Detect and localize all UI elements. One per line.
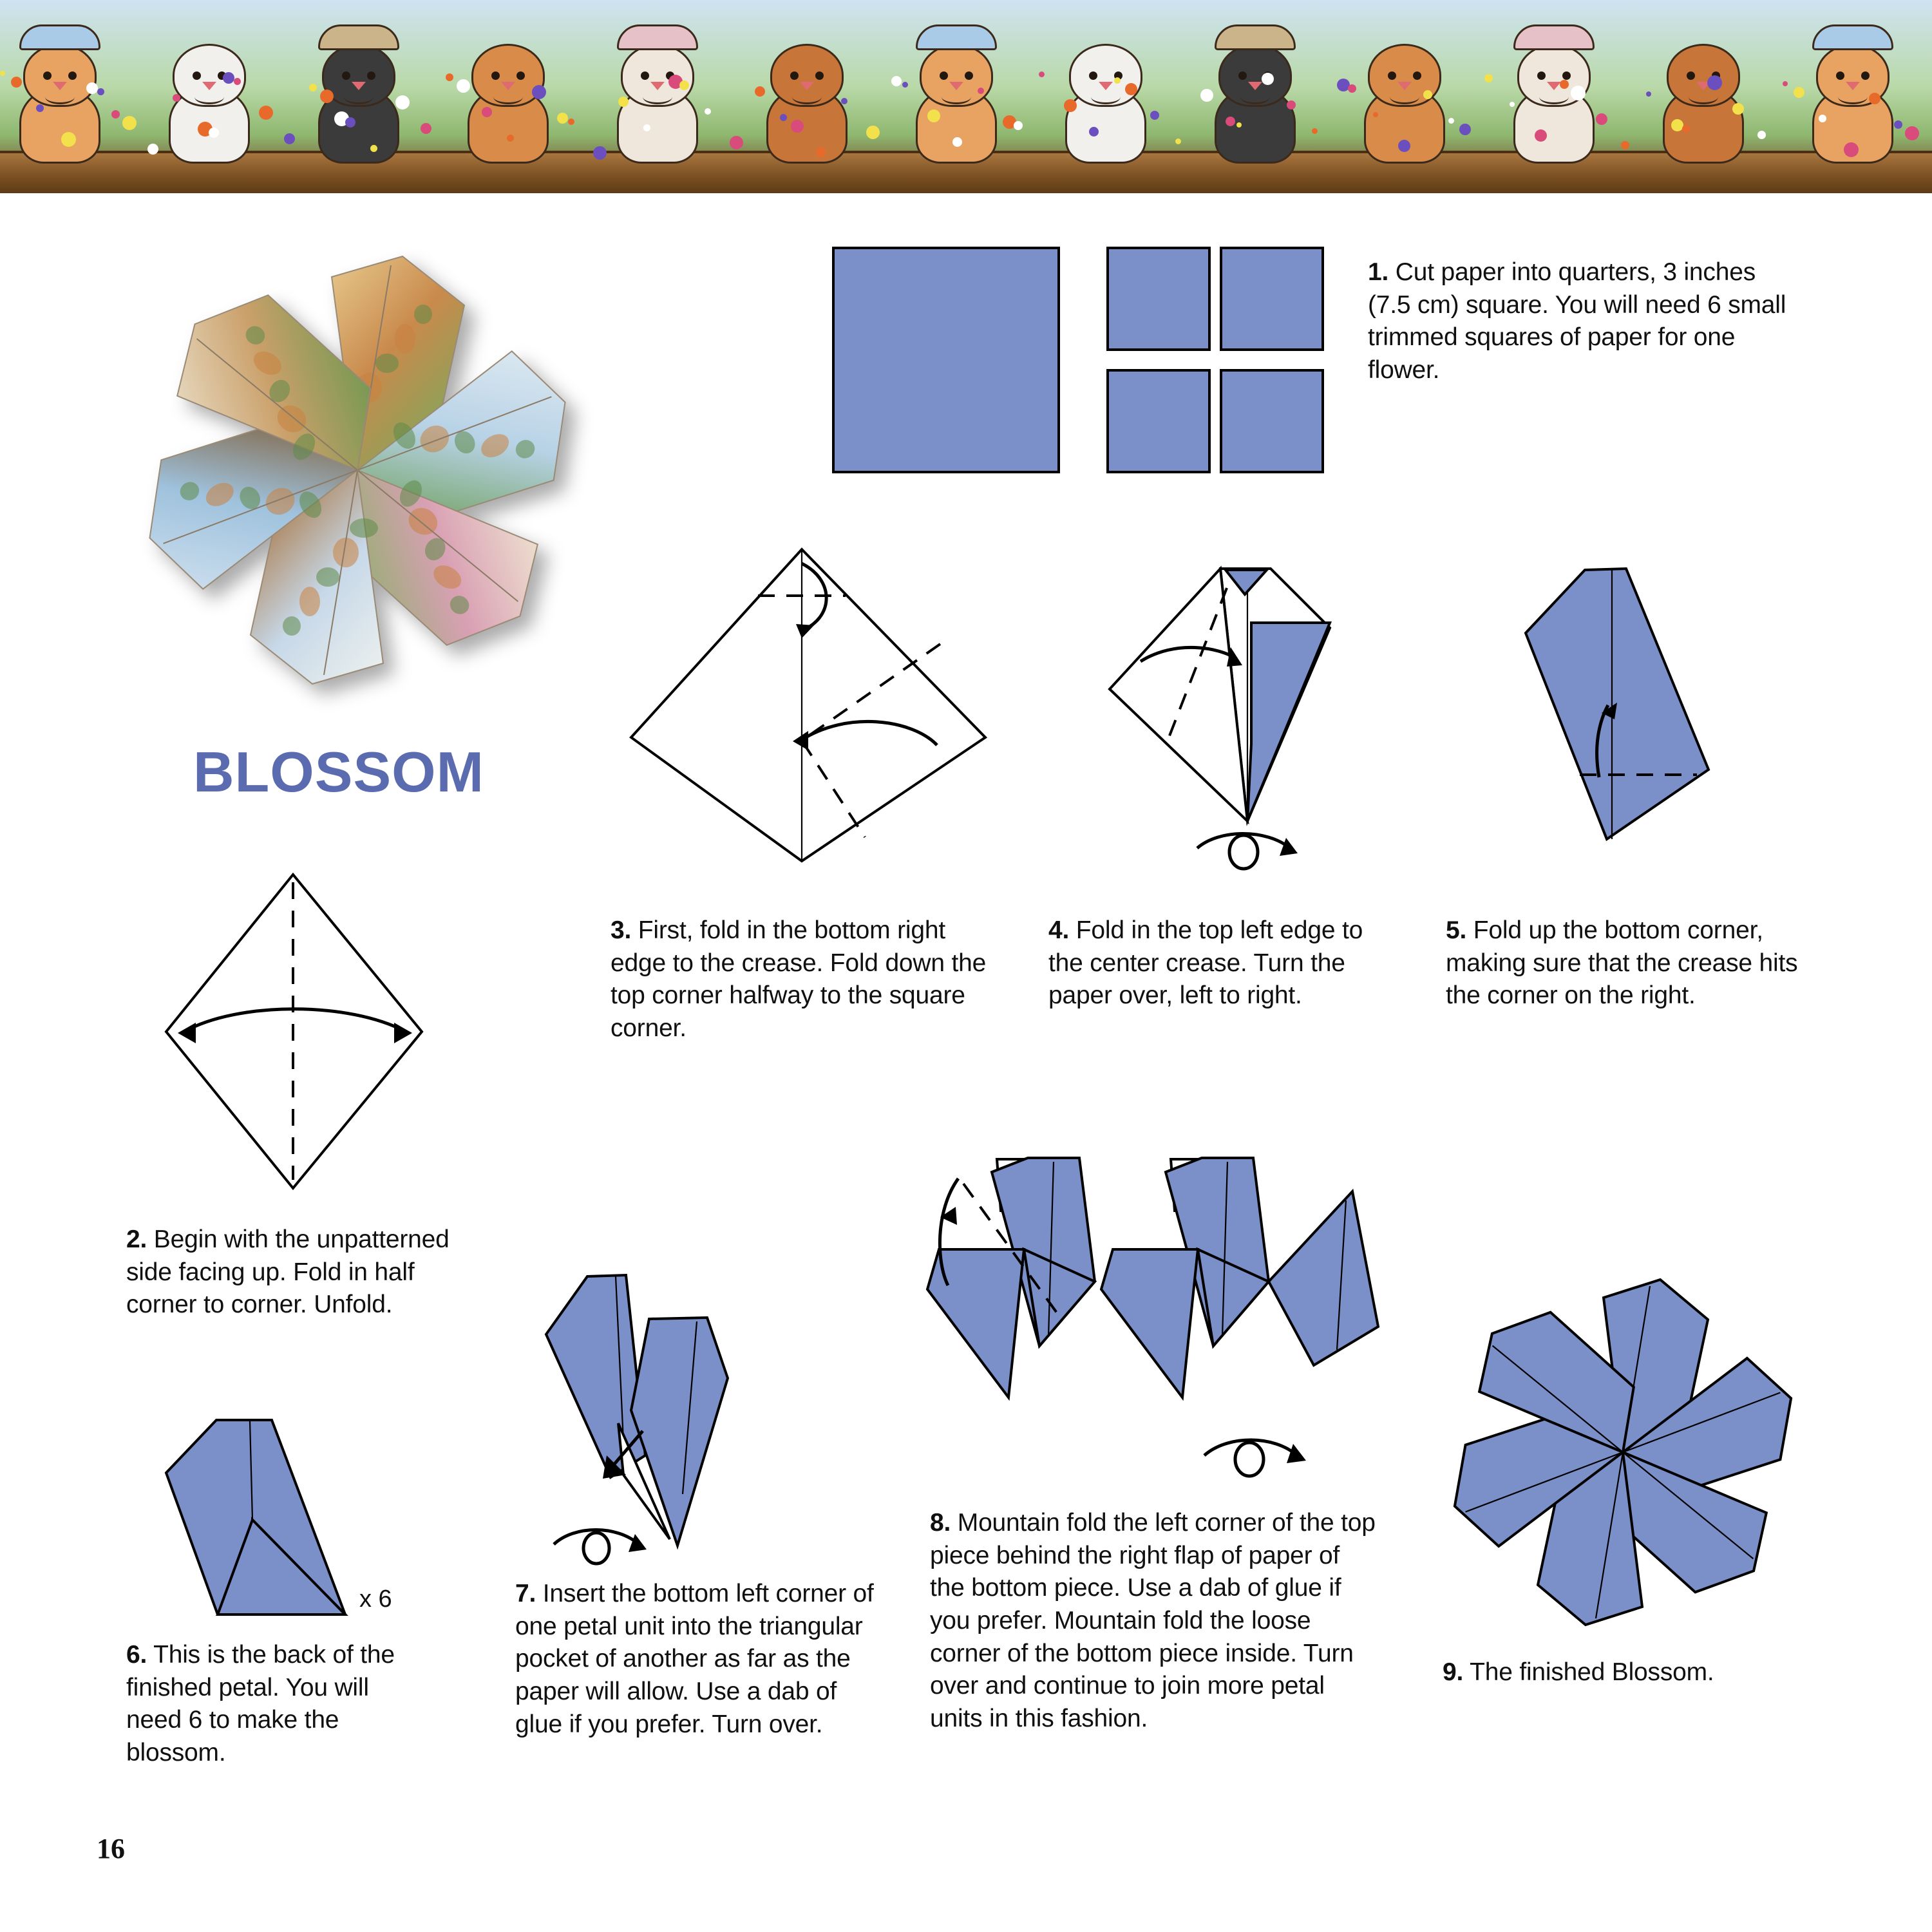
flower-dot <box>902 82 908 88</box>
flower-dot <box>1794 87 1804 98</box>
flower-dot <box>395 95 410 109</box>
flower-dot <box>507 135 514 142</box>
step-8-diagram <box>902 1153 1404 1526</box>
turn-over-symbol <box>1204 1440 1306 1476</box>
step-5-body: Fold up the bottom corner, making sure that the crease hits the corner on the right. <box>1446 916 1798 1010</box>
step-9-diagram <box>1423 1259 1823 1645</box>
step-5-text <box>1446 914 1819 1012</box>
flower-dot <box>457 79 470 93</box>
step-6-multiplier: x 6 <box>359 1586 392 1613</box>
flower-dot <box>421 123 431 134</box>
page-title: BLOSSOM <box>193 740 484 804</box>
step-6-text <box>126 1639 429 1770</box>
flower-dot <box>1089 127 1099 137</box>
step-7-diagram <box>535 1262 831 1571</box>
cat-illustration <box>609 28 706 164</box>
flower-dot <box>1535 129 1547 142</box>
flower-dot <box>1459 124 1471 135</box>
flower-dot <box>1150 111 1159 120</box>
step-4-diagram <box>1104 551 1388 873</box>
flower-dot <box>679 80 689 90</box>
flower-dot <box>593 146 607 160</box>
flower-dot <box>1560 80 1569 89</box>
cat-illustration <box>12 28 108 164</box>
flower-dot <box>1114 77 1121 84</box>
flower-dot <box>259 106 273 120</box>
turn-over-symbol <box>554 1530 647 1564</box>
flower-dot <box>557 113 568 124</box>
step-9-number: 9. <box>1443 1658 1464 1686</box>
flower-dot <box>891 76 902 86</box>
step-6-diagram <box>155 1414 412 1633</box>
flower-dot <box>1905 126 1919 140</box>
step-6-number: 6. <box>126 1641 147 1669</box>
flower-dot <box>11 77 22 88</box>
flower-dot <box>86 82 98 94</box>
flower-dot <box>309 84 317 91</box>
step-2-number: 2. <box>126 1226 147 1253</box>
flower-dot <box>284 133 295 144</box>
step-3-number: 3. <box>611 916 632 944</box>
flower-dot <box>1236 122 1242 128</box>
flower-dot <box>1125 83 1137 95</box>
step-9-text <box>1443 1656 1829 1689</box>
flower-dot <box>111 110 120 118</box>
turn-over-symbol <box>1197 834 1298 869</box>
flower-dot <box>1783 81 1788 86</box>
cat-pattern-border <box>0 0 1932 193</box>
flower-dot <box>1844 142 1859 157</box>
flower-dot <box>952 137 962 147</box>
flower-dot <box>927 109 940 122</box>
flower-dot <box>223 72 234 84</box>
flower-dot <box>122 116 137 130</box>
flower-dot <box>320 90 334 103</box>
flower-dot <box>791 120 804 133</box>
step-8-body: Mountain fold the left corner of the top piece behind the right flap of paper of the bottom piece. Use a dab of glue if you prefer. Mountain fold the loose corner of the bottom piece inside. Turn over and continue to join more petal units in this fashion. <box>930 1509 1376 1733</box>
flower-dot <box>370 145 377 152</box>
flower-dot <box>705 108 711 115</box>
flower-dot <box>1448 118 1454 124</box>
flower-dot <box>1287 100 1296 109</box>
step-4-text <box>1048 914 1396 1012</box>
step-6-body: This is the back of the finished petal. You will need 6 to make the blossom. <box>126 1641 395 1767</box>
cat-illustration <box>1506 28 1602 164</box>
step-5-number: 5. <box>1446 916 1467 944</box>
step-1-body: Cut paper into quarters, 3 inches (7.5 cm) square. You will need 6 small trimmed squares of paper for one flower. <box>1368 258 1786 384</box>
flower-dot <box>97 88 104 95</box>
flower-dot <box>1646 91 1651 97</box>
step-4-number: 4. <box>1048 916 1070 944</box>
flower-dot <box>1423 90 1432 99</box>
step-9-body: The finished Blossom. <box>1470 1658 1714 1686</box>
page-number: 16 <box>97 1833 125 1864</box>
flower-dot <box>1200 89 1213 102</box>
flower-dot <box>1175 138 1181 144</box>
step-3-text <box>611 914 990 1045</box>
flower-dot <box>1732 103 1744 115</box>
flower-dot <box>1596 113 1607 125</box>
flower-dot <box>36 104 44 112</box>
flower-dot <box>234 78 241 85</box>
flower-dot <box>1312 128 1318 134</box>
flower-dot <box>61 132 76 147</box>
step-4-body: Fold in the top left edge to the center crease. Turn the paper over, left to right. <box>1048 916 1363 1010</box>
flower-dot <box>1484 74 1493 82</box>
cat-illustration <box>1655 28 1752 164</box>
flower-dot <box>446 73 453 81</box>
flower-dot <box>1014 121 1023 130</box>
flower-dot <box>866 126 880 139</box>
flower-dot <box>1621 141 1629 149</box>
flower-dot <box>780 114 787 121</box>
step-1-number: 1. <box>1368 258 1389 286</box>
step-7-text <box>515 1578 882 1741</box>
flower-dot <box>0 71 5 76</box>
step-7-body: Insert the bottom left corner of one petal unit into the triangular pocket of another as far as the paper will allow. Use a dab of glue if you prefer. Turn over. <box>515 1580 874 1738</box>
flower-dot <box>1398 140 1410 152</box>
step-8-number: 8. <box>930 1509 951 1537</box>
flower-dot <box>1894 120 1902 129</box>
flower-dot <box>618 97 629 107</box>
flower-dot <box>1262 73 1274 85</box>
flower-dot <box>1373 112 1378 117</box>
step-7-number: 7. <box>515 1580 536 1607</box>
cat-illustration <box>1207 28 1303 164</box>
flower-dot <box>1707 75 1722 90</box>
flower-dot <box>730 136 743 149</box>
step-1-diagram <box>831 242 1320 480</box>
flower-dot <box>755 86 765 97</box>
cat-illustration <box>1057 28 1154 164</box>
flower-dot <box>643 124 650 131</box>
step-2-text <box>126 1224 487 1321</box>
flower-dot <box>1869 93 1880 104</box>
flower-dot <box>1682 125 1690 133</box>
flower-dot <box>345 117 355 128</box>
flower-dot <box>1819 115 1826 122</box>
flower-dot <box>816 147 826 157</box>
flower-dot <box>147 144 158 155</box>
flower-dot <box>482 107 492 117</box>
step-1-text <box>1368 256 1793 387</box>
flower-dot <box>1757 131 1766 139</box>
step-8-text <box>930 1507 1381 1736</box>
flower-dot <box>1039 71 1045 77</box>
step-5-diagram <box>1504 551 1729 847</box>
step-3-body: First, fold in the bottom right edge to the crease. Fold down the top corner halfway to the square corner. <box>611 916 987 1043</box>
flower-dot <box>568 118 574 125</box>
flower-dot <box>1064 99 1077 112</box>
flower-dot <box>978 88 984 94</box>
flower-dot <box>1348 84 1356 93</box>
step-2-body: Begin with the unpatterned side facing up. Fold in half corner to corner. Unfold. <box>126 1226 450 1319</box>
cat-illustration <box>759 28 855 164</box>
step-3-diagram <box>615 544 1008 866</box>
flower-dot <box>841 98 848 104</box>
finished-blossom-photo <box>90 229 625 712</box>
flower-dot <box>1510 102 1515 107</box>
flower-dot <box>532 85 546 99</box>
flower-dot <box>1571 86 1586 100</box>
flower-dot <box>1226 117 1235 126</box>
step-2-diagram <box>116 863 438 1198</box>
flower-dot <box>209 128 219 138</box>
flower-dot <box>173 94 180 102</box>
